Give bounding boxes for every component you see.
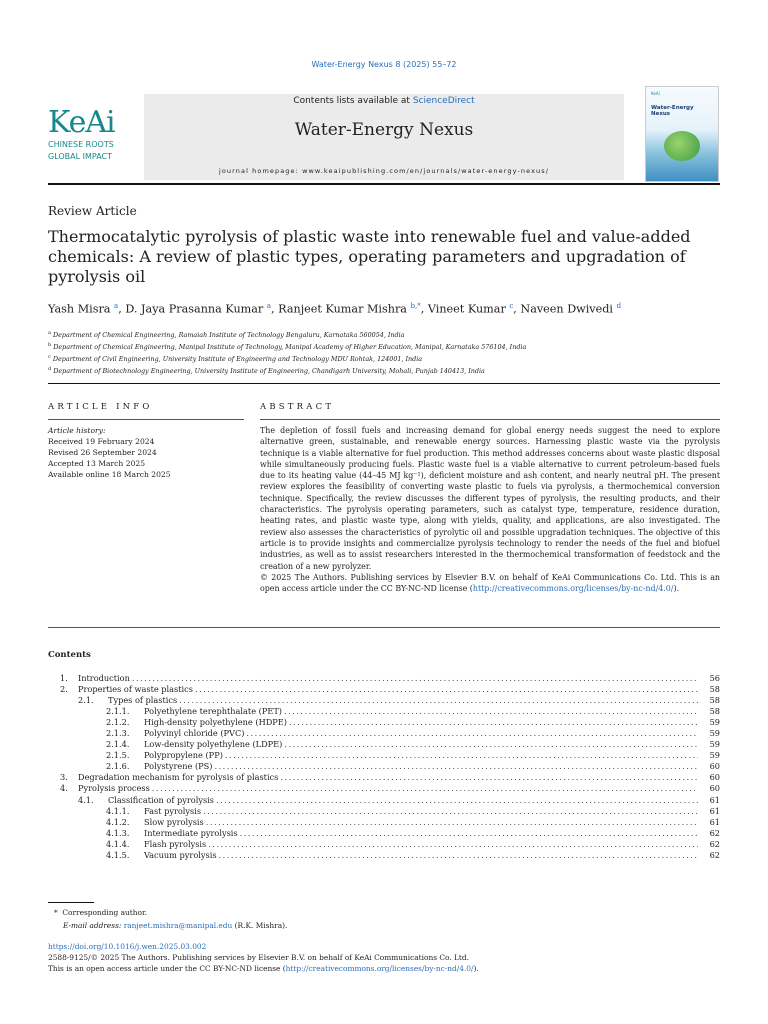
toc-leader-dots (216, 795, 698, 806)
header-rule (48, 183, 720, 185)
toc-title[interactable]: Low-density polyethylene (LDPE) (144, 739, 283, 750)
journal-masthead (144, 94, 624, 180)
author-name: Yash Misra (48, 302, 111, 316)
author-list: Yash Misra $^a$, D. Jaya Prasanna Kumar $^a$, Ranjeet Kumar Mishra $^{b,*}$, Vineet Kumar $^c$, Naveen Dwivedi $^d$ (48, 302, 622, 316)
toc-leader-dots (284, 739, 698, 750)
toc-page-number[interactable]: 59 (709, 717, 720, 728)
author-affil-link[interactable]: b,* (410, 302, 421, 310)
abstract-bottom-rule (48, 627, 720, 628)
toc-number: 2.1. (78, 695, 94, 706)
toc-leader-dots (280, 772, 698, 783)
author-name: Naveen Dwivedi (520, 302, 613, 316)
toc-entry[interactable] (48, 828, 720, 839)
toc-title[interactable]: Polypropylene (PP) (144, 750, 223, 761)
toc-entry[interactable] (48, 850, 720, 861)
toc-entry[interactable] (48, 739, 720, 750)
toc-page-number[interactable]: 62 (709, 849, 720, 860)
abstract-copyright: © 2025 The Authors. Publishing services by Elsevier B.V. on behalf of KeAi Communications Co. Ltd. This is an open access article under the CC BY-NC-ND license (http://creativecommons.org/licenses/by-nc-nd/4.0/). (260, 572, 720, 594)
toc-number: 2.1.4. (106, 739, 130, 750)
toc-number: 4.1.5. (106, 849, 130, 860)
toc-number: 4.1.4. (106, 838, 130, 849)
article-info-rule (48, 419, 244, 420)
affiliation: $^a$ Department of Chemical Engineering, Ramaiah Institute of Technology Bengaluru, Karnataka 560054, India (48, 330, 405, 340)
toc-page-number[interactable]: 58 (709, 695, 720, 706)
issn-line: 2588-9125/© 2025 The Authors. Publishing services by Elsevier B.V. on behalf of KeAi Communications Co. Ltd. (48, 953, 469, 962)
cover-title: Water-Energy Nexus (651, 105, 694, 117)
affiliation: $^b$ Department of Chemical Engineering, Manipal Institute of Technology, Manipal Academy of Higher Education, Manipal, Karnataka 576104, India (48, 342, 527, 352)
toc-number: 1. (60, 673, 68, 683)
author-affil-link[interactable]: d (616, 302, 622, 310)
article-history: Article history: Received 19 February 2024 Revised 26 September 2024 Accepted 13 March 2025 Available online 18 March 2025 (48, 425, 244, 480)
toc-number: 2.1.1. (106, 706, 130, 717)
author-name: Vineet Kumar (427, 302, 506, 316)
toc-leader-dots (225, 750, 698, 761)
page-footer (48, 941, 479, 974)
toc-page-number[interactable]: 60 (709, 783, 720, 794)
journal-cover-thumbnail[interactable] (645, 86, 719, 182)
toc-leader-dots (203, 806, 698, 817)
toc-entry[interactable] (48, 717, 720, 728)
sciencedirect-link[interactable]: ScienceDirect (412, 96, 475, 106)
toc-entry[interactable] (48, 728, 720, 739)
author-name: D. Jaya Prasanna Kumar (125, 302, 264, 316)
affiliation: $^d$ Department of Biotechnology Engineering, University Institute of Engineering, Chandigarh University, Mohali, Punjab 140413, India (48, 366, 485, 376)
doi-link[interactable]: https://doi.org/10.1016/j.wen.2025.03.002 (48, 942, 207, 951)
email-note: E-mail address: ranjeet.mishra@manipal.edu (R.K. Mishra). (63, 921, 288, 930)
footer-license-link[interactable]: http://creativecommons.org/licenses/by-nc-nd/4.0/ (285, 964, 474, 973)
revised-date: Revised 26 September 2024 (48, 448, 157, 457)
keai-logo (48, 105, 138, 162)
toc-entry[interactable] (48, 839, 720, 850)
toc-leader-dots (208, 839, 698, 850)
toc-leader-dots (240, 828, 698, 839)
toc-page-number[interactable]: 59 (709, 750, 720, 761)
toc-page-number[interactable]: 58 (709, 684, 720, 695)
toc-title[interactable]: Introduction (78, 673, 130, 683)
toc-title[interactable]: Flash pyrolysis (144, 838, 207, 849)
footnote-rule (48, 902, 94, 903)
table-of-contents (48, 673, 720, 861)
toc-leader-dots (214, 761, 698, 772)
journal-homepage[interactable]: journal homepage: www.keaipublishing.com/en/journals/water-energy-nexus/ (218, 167, 550, 175)
toc-entry[interactable] (48, 750, 720, 761)
toc-number: 3. (60, 772, 68, 783)
toc-page-number[interactable]: 58 (709, 706, 720, 717)
section-rule (48, 383, 720, 384)
toc-number: 4.1.3. (106, 827, 130, 838)
toc-leader-dots (206, 817, 698, 828)
corresponding-author-note: * Corresponding author. (54, 908, 148, 917)
abstract-text: The depletion of fossil fuels and increasing demand for global energy needs suggest the need to explore alternative green, sustainable, and renewable energy sources. Harnessing plastic waste via the pyrolysis technique is a viable alternative for fuel production. This method addresses concerns about waste plastic disposal while simultaneously producing fuels. Plastic waste fuel is a viable alternative to current petroleum-based fuels due to its heating value (44–45 MJ kg⁻¹), deficient moisture and ash content, and nearly neutral pH. The present review explores the feasibility of converting waste plastic to fuels via pyrolysis, a thermochemical conversion technique. Specifically, the review discusses the different types of pyrolysis, the resulting products, and their characteristics. The pyrolysis operating parameters, such as catalyst type, temperature, residence duration, heating rates, and plastic waste type, along with yields, quality, and applications, are also investigated. The review also assesses the characteristics of pyrolytic oil and possible upgradation techniques. The objective of this article is to provide insights and commercialize pyrolysis technology to render the needs of the fuel and biofuel industries, as well as to assist researchers interested in the thermochemical transformation of feedstock and the creation of a new pyrolyzer. (260, 426, 720, 571)
toc-number: 2.1.2. (106, 717, 130, 728)
toc-number: 4.1.1. (106, 805, 130, 816)
contents-lists-line: Contents lists available at ScienceDirect (293, 96, 475, 106)
cover-globe-image (664, 131, 700, 161)
toc-entry[interactable] (48, 695, 720, 706)
toc-page-number[interactable]: 62 (709, 827, 720, 838)
toc-page-number[interactable]: 56 (709, 673, 720, 683)
article-title: Thermocatalytic pyrolysis of plastic waste into renewable fuel and value-added chemicals: A review of plastic types, operating parameters and upgradation of pyrolysis oil (48, 227, 691, 286)
toc-title[interactable]: Polyethylene terephthalate (PET) (144, 706, 282, 717)
abstract-body (260, 425, 720, 594)
toc-number: 2. (60, 684, 68, 695)
toc-entry[interactable] (48, 795, 720, 806)
toc-entry[interactable] (48, 772, 720, 783)
abstract-rule (260, 419, 720, 420)
toc-entry[interactable] (48, 761, 720, 772)
toc-leader-dots (152, 783, 698, 794)
toc-title[interactable]: Properties of waste plastics (78, 684, 193, 695)
toc-page-number[interactable]: 61 (709, 794, 720, 805)
journal-title: Water-Energy Nexus (294, 120, 474, 140)
toc-title[interactable]: Polyvinyl chloride (PVC) (144, 728, 245, 739)
toc-title[interactable]: Slow pyrolysis (144, 816, 204, 827)
toc-page-number[interactable]: 61 (709, 816, 720, 827)
toc-page-number[interactable]: 61 (709, 805, 720, 816)
toc-page-number[interactable]: 62 (709, 838, 720, 849)
toc-leader-dots (219, 850, 698, 861)
footnotes (48, 906, 287, 932)
toc-title[interactable]: Pyrolysis process (78, 783, 150, 794)
toc-number: 4.1.2. (106, 816, 130, 827)
toc-leader-dots (284, 706, 698, 717)
toc-title[interactable]: Intermediate pyrolysis (144, 827, 238, 838)
toc-page-number[interactable]: 60 (709, 772, 720, 783)
toc-number: 4. (60, 783, 68, 794)
online-date: Available online 18 March 2025 (48, 470, 171, 479)
accepted-date: Accepted 13 March 2025 (48, 459, 146, 468)
toc-title[interactable]: Classification of pyrolysis (108, 794, 214, 805)
received-date: Received 19 February 2024 (48, 437, 155, 446)
abstract-heading: ABSTRACT (260, 402, 335, 412)
toc-number: 4.1. (78, 794, 94, 805)
toc-page-number[interactable]: 60 (709, 761, 720, 772)
toc-title[interactable]: Polystyrene (PS) (144, 761, 213, 772)
keai-tagline-1: CHINESE ROOTS (48, 140, 114, 149)
license-link[interactable]: http://creativecommons.org/licenses/by-nc-nd/4.0/ (472, 584, 674, 594)
footer-license: This is an open access article under the CC BY-NC-ND license (http://creativecommons.org/licenses/by-nc-nd/4.0/). (48, 964, 479, 973)
author-affil-link[interactable]: a (114, 302, 119, 310)
toc-leader-dots (195, 684, 698, 695)
email-link[interactable]: ranjeet.mishra@manipal.edu (123, 921, 233, 930)
toc-entry[interactable] (48, 817, 720, 828)
affiliation: $^c$ Department of Civil Engineering, University Institute of Engineering and Technology MDU Rohtak, 124001, India (48, 354, 423, 364)
toc-number: 2.1.6. (106, 761, 130, 772)
toc-entry[interactable] (48, 684, 720, 695)
toc-leader-dots (289, 717, 698, 728)
toc-title[interactable]: High-density polyethylene (HDPE) (144, 717, 287, 728)
cover-logo: KeAi (651, 91, 660, 96)
toc-entry[interactable] (48, 706, 720, 717)
toc-entry[interactable] (48, 783, 720, 794)
author-name: Ranjeet Kumar Mishra (278, 302, 407, 316)
journal-citation[interactable]: Water-Energy Nexus 8 (2025) 55–72 (311, 60, 457, 69)
contents-heading: Contents (48, 650, 91, 660)
toc-entry[interactable] (48, 806, 720, 817)
toc-title[interactable]: Degradation mechanism for pyrolysis of plastics (78, 772, 279, 783)
author-affil-link[interactable]: c (509, 302, 514, 310)
author-affil-link[interactable]: a (266, 302, 272, 310)
toc-leader-dots (132, 673, 698, 684)
article-info-heading: ARTICLE INFO (48, 402, 153, 412)
affiliation-list (48, 328, 720, 377)
toc-page-number[interactable]: 59 (709, 739, 720, 750)
toc-page-number[interactable]: 59 (709, 728, 720, 739)
toc-entry[interactable] (48, 673, 720, 684)
toc-title[interactable]: Vacuum pyrolysis (144, 849, 217, 860)
toc-leader-dots (179, 695, 698, 706)
article-type: Review Article (48, 204, 137, 218)
toc-leader-dots (246, 728, 698, 739)
toc-number: 2.1.5. (106, 750, 130, 761)
keai-tagline-2: GLOBAL IMPACT (48, 152, 113, 161)
toc-title[interactable]: Fast pyrolysis (144, 805, 202, 816)
toc-title[interactable]: Types of plastics (108, 695, 178, 706)
toc-number: 2.1.3. (106, 728, 130, 739)
keai-logo-text: KeAi (48, 105, 115, 140)
